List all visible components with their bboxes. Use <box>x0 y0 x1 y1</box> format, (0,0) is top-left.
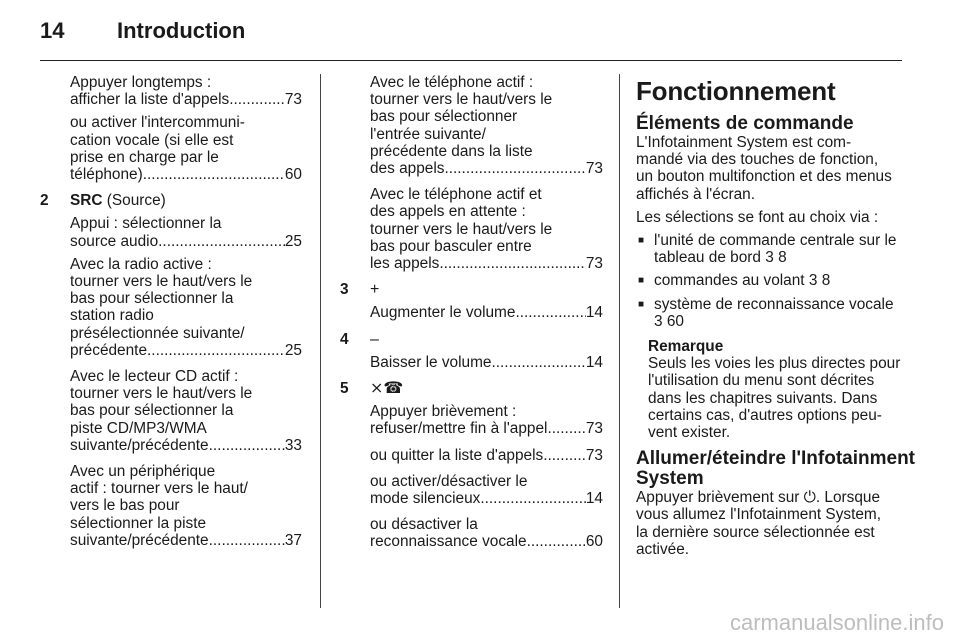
page-ref-arrow-icon: 3 <box>808 272 818 290</box>
entry-mute: ou activer/désactiver le mode silencieux ..... 14 <box>340 473 603 507</box>
page-ref-number: 8 <box>821 272 831 290</box>
entry-radio: Avec la radio active : tourner vers le haut/vers le bas pour sélectionner la station radio présélectionnée suivante/ précédente ..... 25 <box>40 256 302 359</box>
paragraph-power: Appuyer brièvement sur ⏻. Lorsque vous allumez l'Infotainment System, la dernière source sélectionnée est activée. <box>636 489 882 558</box>
minus-icon: – <box>370 330 379 348</box>
page-ref-number: 60 <box>284 166 302 184</box>
bullet-icon: ■ <box>638 298 645 310</box>
entry-quit-call-list <box>340 447 603 464</box>
entry-long-press: Appuyer longtemps : afficher la liste d'appels ..... 73 <box>40 74 302 108</box>
page-number: 14 <box>40 18 65 43</box>
paragraph-selection: Les sélections se font au choix via : <box>636 208 879 226</box>
paragraph-controls: L'Infotainment System est com- mandé via des touches de fonction, un bouton multifonction et des menus affichés à l'écran. <box>636 134 892 203</box>
item-4-heading <box>340 331 603 348</box>
note-body: Seuls les voies les plus directes pour l'utilisation du menu sont décrites dans les chapitres suivants. Dans certains cas, d'autres options peu- vent exister. <box>648 355 901 442</box>
header-rule <box>40 60 902 61</box>
page-ref-number: 25 <box>284 341 302 359</box>
page-ref: afficher la liste d'appels ..... 73 <box>70 91 302 108</box>
page-ref: les appels ..... 73 <box>370 255 603 272</box>
list-item: ■ système de reconnaissance vocale 3 60 <box>638 295 894 330</box>
item-number: 3 <box>340 281 349 299</box>
page-ref: reconnaissance vocale ..... 60 <box>370 533 603 550</box>
bullet-icon: ■ <box>638 235 645 247</box>
entry-reject-call: Appuyer brièvement : refuser/mettre fin à l'appel ..... 73 <box>340 403 603 437</box>
column-divider-2 <box>619 74 620 608</box>
page-ref: suivante/précédente ..... 37 <box>70 532 302 549</box>
entry-phone-waiting: Avec le téléphone actif et des appels en attente : tourner vers le haut/vers le bas pour basculer entre les appels ..... 73 <box>340 186 603 272</box>
note-title: Remarque <box>648 338 724 356</box>
page-ref-number: 73 <box>585 420 603 438</box>
column-divider-1 <box>320 74 321 608</box>
item-3-heading <box>340 281 603 298</box>
entry-intercom: ou activer l'intercommuni- cation vocale (si elle est prise en charge par le téléphone) ..... 60 <box>40 114 302 183</box>
page-ref-number: 14 <box>585 304 603 322</box>
page-ref-number: 73 <box>585 446 603 464</box>
page-ref-number: 60 <box>585 533 603 551</box>
page-ref-number: 73 <box>284 91 302 109</box>
watermark: carmanualsonline.info <box>729 610 944 635</box>
bullet-icon: ■ <box>638 275 645 287</box>
page-ref: Augmenter le volume ..... 14 <box>370 304 603 321</box>
list-item: ■ commandes au volant 3 8 <box>638 272 831 290</box>
entry-phone-list: Avec le téléphone actif : tourner vers le haut/vers le bas pour sélectionner l'entrée suivante/ précédente dans la liste des appels ..... 73 <box>340 74 603 177</box>
entry-cd-player: Avec le lecteur CD actif : tourner vers le haut/vers le bas pour sélectionner la piste CD/MP3/WMA suivante/précédente ..... 33 <box>40 368 302 454</box>
column-3 <box>636 74 915 564</box>
entry-audio-source: Appui : sélectionner la source audio ..... 25 <box>40 215 302 249</box>
src-key-label: SRC <box>70 192 103 210</box>
page-ref-number: 25 <box>284 232 302 250</box>
page-ref-number: 14 <box>585 353 603 371</box>
section-heading: Fonctionnement <box>636 76 836 106</box>
subsection-heading-controls: Éléments de commande <box>636 113 854 134</box>
item-number: 5 <box>340 380 349 398</box>
power-icon: ⏻ <box>803 489 816 507</box>
item-number: 2 <box>40 192 49 210</box>
page-ref-number: 73 <box>585 255 603 273</box>
mute-hangup-icon: ⨯☎ <box>370 380 404 398</box>
page-ref: téléphone) ..... 60 <box>70 166 302 183</box>
list-item: ■ l'unité de commande centrale sur le tableau de bord 3 8 <box>638 232 897 267</box>
page-ref: mode silencieux ..... 14 <box>370 490 603 507</box>
page-ref-number: 33 <box>284 436 302 454</box>
item-5-heading <box>340 380 603 397</box>
column-2 <box>340 74 603 557</box>
page-ref: Baisser le volume ..... 14 <box>370 354 603 371</box>
entry-peripheral: Avec un périphérique actif : tourner vers le haut/ vers le bas pour sélectionner la piste suivante/précédente ..... 37 <box>40 463 302 549</box>
page-ref-number: 60 <box>666 312 684 330</box>
page-ref: des appels ..... 73 <box>370 160 603 177</box>
column-1 <box>40 74 302 555</box>
page-ref-number: 37 <box>284 531 302 549</box>
page-ref: suivante/précédente ..... 33 <box>70 437 302 454</box>
page-ref-arrow-icon: 3 <box>765 249 774 267</box>
subsection-heading-power: Allumer/éteindre l'Infotainment System <box>636 448 915 490</box>
page-ref: précédente ..... 25 <box>70 342 302 359</box>
plus-icon: + <box>370 281 380 299</box>
page-ref: refuser/mettre fin à l'appel ..... 73 <box>370 420 603 437</box>
page-ref-arrow-icon: 3 <box>654 312 663 330</box>
item-number: 4 <box>340 330 349 348</box>
entry-volume-up <box>340 304 603 321</box>
page-ref-number: 8 <box>778 249 787 267</box>
page-header <box>0 0 960 62</box>
page-ref: ou quitter la liste d'appels ..... 73 <box>370 447 603 464</box>
item-2-heading: 2 SRC (Source) <box>40 192 166 210</box>
page-title: Introduction <box>117 18 246 43</box>
page-ref: source audio ..... 25 <box>70 233 302 250</box>
entry-volume-down <box>340 354 603 371</box>
entry-voice-recognition: ou désactiver la reconnaissance vocale ..... 60 <box>340 516 603 550</box>
page-ref-number: 73 <box>585 160 603 178</box>
page-ref-number: 14 <box>585 490 603 508</box>
